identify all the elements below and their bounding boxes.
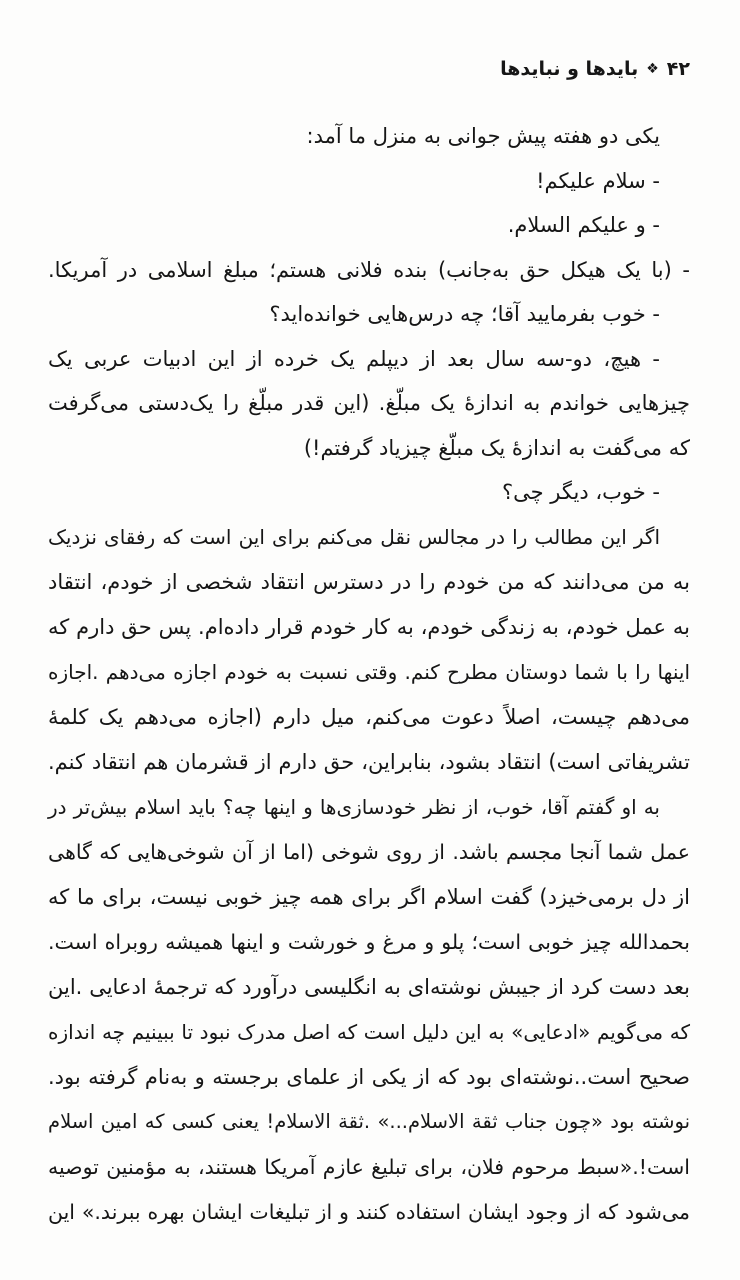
text-line: می‌شود که از وجود ایشان استفاده کنند و از تبلیغات ایشان بهره ببرند.» این: [48, 1200, 690, 1224]
text-line: بعد دست کرد از جیبش نوشته‌ای به انگلیسی درآورد که ترجمهٔ ادعایی .این: [48, 975, 690, 999]
text-line: یکی دو هفته پیش جوانی به منزل ما آمد:: [306, 124, 660, 148]
text-line: - هیچ، دو-سه سال بعد از دیپلم یک خرده از این ادبیات عربی یک: [48, 347, 660, 371]
page-number: ۴۲: [666, 58, 690, 80]
text-line: بحمدالله چیز خوبی است؛ پلو و مرغ و خورشت و اینها همیشه روبراه است.: [48, 930, 690, 954]
text-line: به عمل خودم، به زندگی خودم، به کار خودم قرار داده‌ام. پس حق دارم که: [48, 615, 690, 639]
text-line: که می‌گویم «ادعایی» به این دلیل است که اصل مدرک نبود تا ببینیم چه اندازه: [48, 1020, 690, 1044]
text-line: صحیح است..نوشته‌ای بود که از یکی از علمای برجسته و به‌نام گرفته بود.: [48, 1065, 690, 1089]
text-line: - خوب، دیگر چی؟: [502, 480, 660, 504]
text-line: می‌دهم چیست، اصلاً دعوت می‌کنم، میل دارم (اجازه می‌دهم یک کلمهٔ: [48, 705, 690, 729]
text-line: اگر این مطالب را در مجالس نقل می‌کنم برای این است که رفقای نزدیک: [48, 525, 660, 549]
running-header: [500, 58, 690, 80]
text-line: به من می‌دانند که من خودم را در دسترس انتقاد شخصی از خودم، انتقاد: [48, 570, 690, 594]
ornament-icon: ❖: [646, 61, 659, 77]
text-line: - خوب بفرمایید آقا؛ چه درس‌هایی خوانده‌اید؟: [269, 302, 660, 326]
text-line: تشریفاتی است) انتقاد بشود، بنابراین، حق دارم از قشرمان هم انتقاد کنم.: [48, 750, 690, 774]
text-line: چیزهایی خواندم به اندازهٔ یک مبلّغ. (این قدر مبلّغ را یک‌دستی می‌گرفت: [48, 391, 690, 415]
text-line: که می‌گفت به اندازهٔ یک مبلّغ چیزیاد گرفتم!): [303, 436, 690, 460]
text-line: به او گفتم آقا، خوب، از نظر خودسازی‌ها و اینها چه؟ باید اسلام بیش‌تر در: [48, 795, 660, 819]
text-line: - (با یک هیکل حق به‌جانب) بنده فلانی هستم؛ مبلغ اسلامی در آمریکا.: [48, 258, 690, 282]
text-line: اینها را با شما دوستان مطرح کنم. وقتی نسبت به خودم اجازه می‌دهم .اجازه: [48, 660, 690, 684]
text-line: - و علیکم السلام.: [507, 213, 660, 237]
text-line: - سلام علیکم!: [536, 169, 660, 193]
book-title: بایدها و نبایدها: [500, 58, 639, 80]
text-line: عمل شما آنجا مجسم باشد. از روی شوخی (اما از آن شوخی‌هایی که گاهی: [48, 840, 690, 864]
text-line: است!.«سبط مرحوم فلان، برای تبلیغ عازم آمریکا هستند، به مؤمنین توصیه: [48, 1155, 690, 1179]
text-line: نوشته بود «چون جناب ثقة الاسلام...» .ثقة الاسلام! یعنی کسی که امین اسلام: [48, 1110, 690, 1133]
text-line: از دل برمی‌خیزد) گفت اسلام اگر برای همه چیز خوبی نیست، برای ما که: [48, 885, 690, 909]
